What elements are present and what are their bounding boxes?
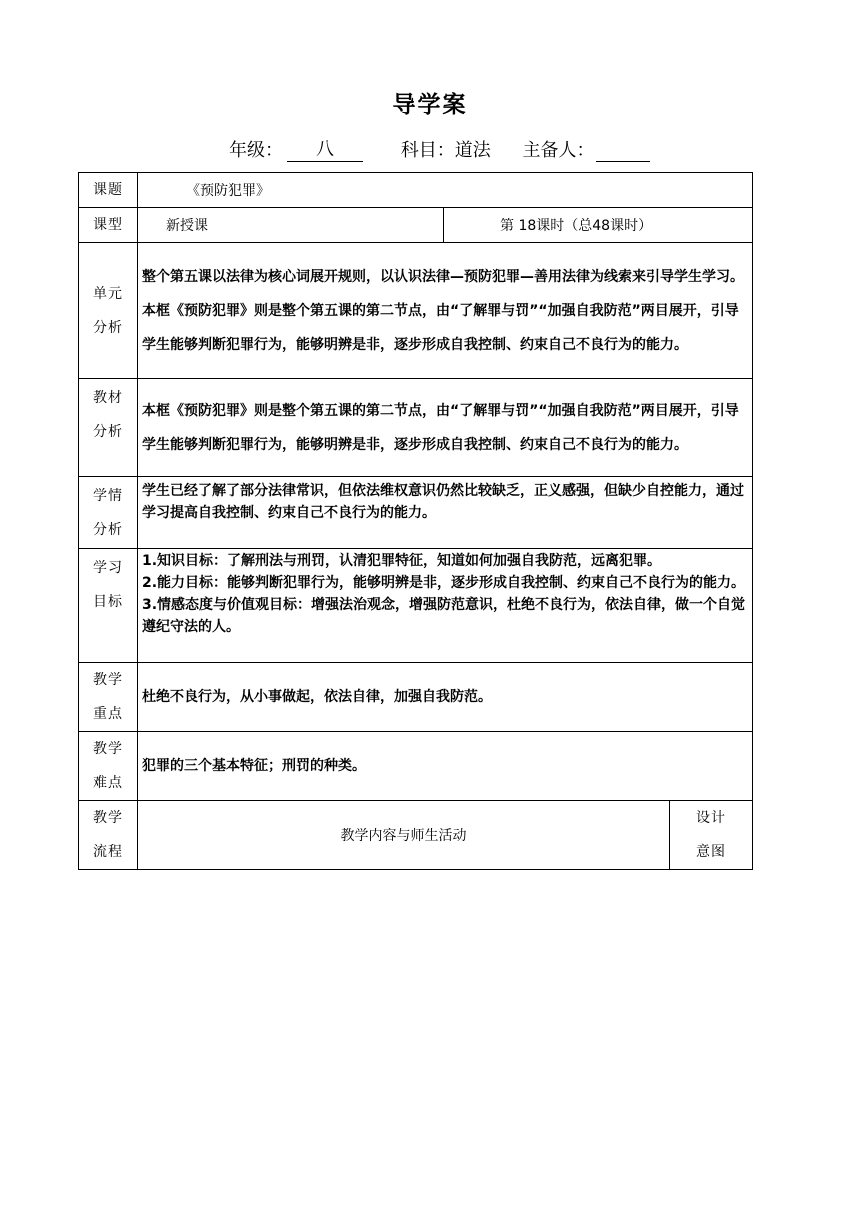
goal-item: 3.情感态度与价值观目标：增强法治观念，增强防范意识，杜绝不良行为，依法自律，做一个自觉遵纪守法的人。 [142,597,746,635]
subject-label: 科目： [400,140,455,161]
unit-label [79,243,138,379]
goals-label-line1: 学习 [93,560,123,576]
key-points-label [79,663,138,732]
learner-label-line2: 分析 [93,522,123,538]
row-learner [79,477,753,549]
subject-value: 道法 [454,140,491,161]
material-label-line1: 教材 [93,390,123,406]
row-unit [79,243,753,379]
row-key-points [79,663,753,732]
process-content-header: 教学内容与师生活动 [138,801,670,870]
process-label-line2: 流程 [93,844,123,860]
process-label-line1: 教学 [93,810,123,826]
process-label [79,801,138,870]
row-topic [79,173,753,208]
type-label: 课型 [79,208,138,243]
goal-item: 2.能力目标：能够判断犯罪行为，能够明辨是非，逐步形成自我控制、约束自己不良行为的能力。 [142,575,746,591]
difficulties-text: 犯罪的三个基本特征；刑罚的种类。 [138,732,753,801]
design-intent-line2: 意图 [696,844,726,860]
row-difficulties [79,732,753,801]
header-meta [229,136,650,162]
goal-item: 1.知识目标：了解刑法与刑罚，认清犯罪特征，知道如何加强自我防范，远离犯罪。 [142,553,662,569]
topic-value: 《预防犯罪》 [138,173,753,208]
lesson-table [78,172,753,870]
row-material [79,379,753,477]
difficulties-label [79,732,138,801]
page-title: 导学案 [392,92,468,118]
row-goals [79,549,753,663]
row-process [79,801,753,870]
unit-label-line1: 单元 [93,285,123,302]
material-label-line2: 分析 [93,424,123,440]
design-intent-label [670,801,753,870]
goals-label [79,549,138,663]
unit-label-line2: 分析 [93,319,123,336]
difficulties-label-line1: 教学 [93,741,123,757]
preparer-blank [596,139,650,162]
learner-label [79,477,138,549]
row-type [79,208,753,243]
material-text: 本框《预防犯罪》则是整个第五课的第二节点，由“了解罪与罚”“加强自我防范”两目展开，引导学生能够判断犯罪行为，能够明辨是非，逐步形成自我控制、约束自己不良行为的能力。 [138,379,753,477]
topic-label: 课题 [79,173,138,208]
grade-label: 年级： [229,140,283,161]
learner-label-line1: 学情 [93,488,123,504]
unit-text: 整个第五课以法律为核心词展开规则，以认识法律—预防犯罪—善用法律为线索来引导学生学习。本框《预防犯罪》则是整个第五课的第二节点，由“了解罪与罚”“加强自我防范”两目展开，引导学生能够判断犯罪行为，能够明辨是非，逐步形成自我控制、约束自己不良行为的能力。 [138,243,753,379]
period-value: 第 18课时（总48课时） [444,208,753,243]
design-intent-line1: 设计 [696,810,726,826]
type-value: 新授课 [138,208,444,243]
key-points-label-line2: 重点 [93,706,123,722]
goals-label-line2: 目标 [93,594,123,610]
preparer-label: 主备人： [522,140,595,161]
difficulties-label-line2: 难点 [93,775,123,791]
grade-value: 八 [287,139,363,162]
key-points-text: 杜绝不良行为，从小事做起，依法自律，加强自我防范。 [138,663,753,732]
material-label [79,379,138,477]
key-points-label-line1: 教学 [93,672,123,688]
goals-list [138,549,753,663]
learner-text: 学生已经了解了部分法律常识，但依法维权意识仍然比较缺乏，正义感强，但缺少自控能力，通过学习提高自我控制、约束自己不良行为的能力。 [138,477,753,549]
